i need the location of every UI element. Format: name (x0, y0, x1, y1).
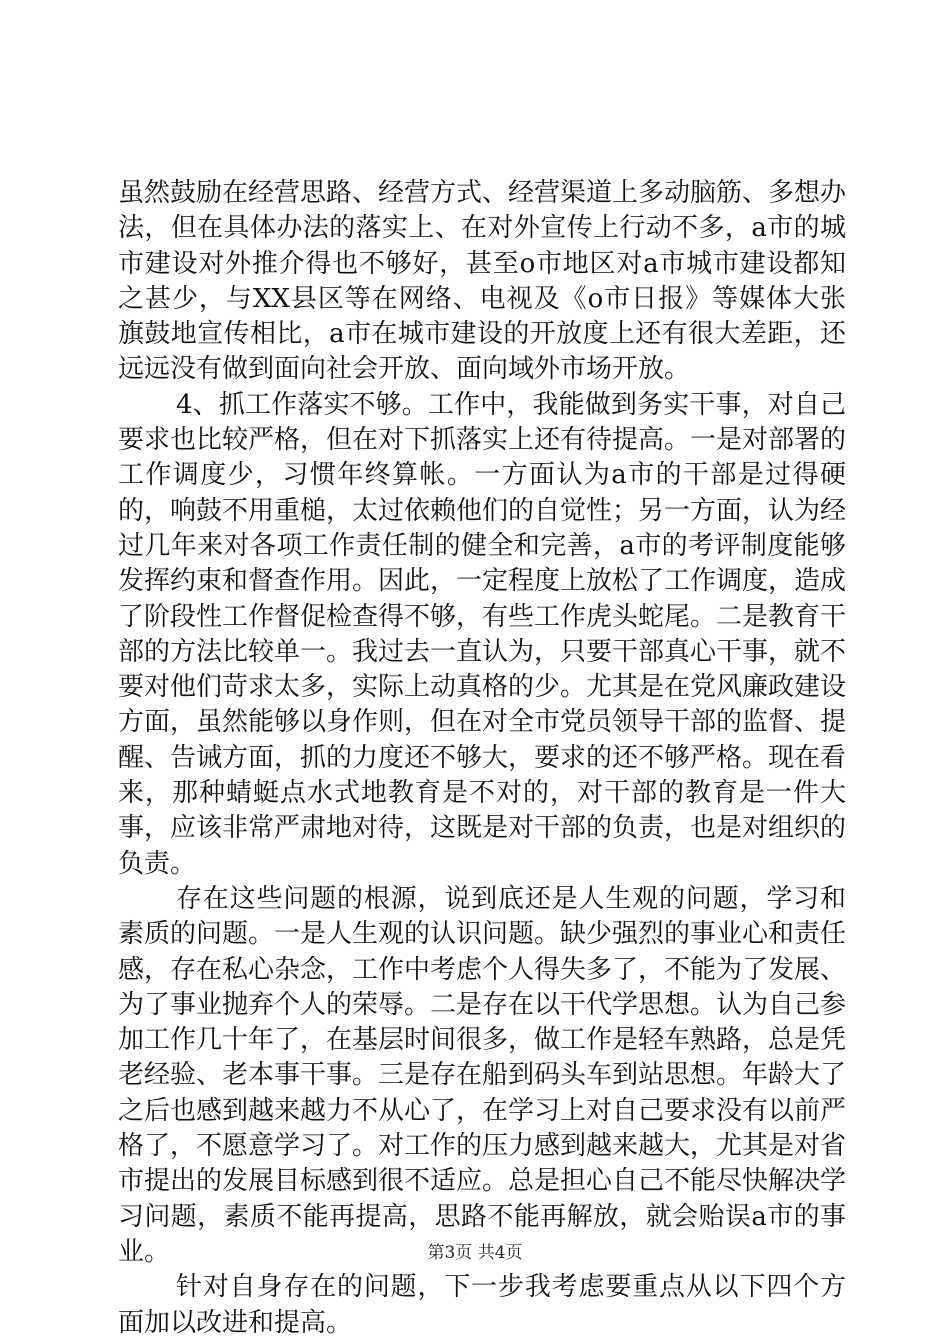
page-footer: 第3页 共4页 (427, 1243, 523, 1263)
document-body (118, 176, 846, 1341)
paragraph-1: 虽然鼓励在经营思路、经营方式、经营渠道上多动脑筋、多想办法，但在具体办法的落实上、在对外宣传上行动不多，a市的城市建设对外推介得也不够好，甚至o市地区对a市城市建设都知之甚少，与XX县区等在网络、电视及《o市日报》等媒体大张旗鼓地宣传相比，a市在城市建设的开放度上还有很大差距，还远远没有做到面向社会开放、面向域外市场开放。 (118, 178, 847, 385)
paragraph-3: 存在这些问题的根源，说到底还是人生观的问题，学习和素质的问题。一是人生观的认识问题。缺少强烈的事业心和责任感，存在私心杂念，工作中考虑个人得失多了，不能为了发展、为了事业抛弃个人的荣辱。二是存在以干代学思想。认为自己参加工作几十年了，在基层时间很多，做工作是轻车熟路，总是凭老经验、老本事干事。三是存在船到码头车到站思想。年龄大了之后也感到越来越力不从心了，在学习上对自己要求没有以前严格了，不愿意学习了。对工作的压力感到越来越大，尤其是对省市提出的发展目标感到很不适应。总是担心自己不能尽快解决学习问题，素质不能再提高，思路不能再解放，就会贻误a市的事业。 (118, 883, 847, 1267)
paragraph-4: 针对自身存在的问题，下一步我考虑要重点从以下四个方面加以改进和提高。 (118, 1272, 846, 1338)
paragraph-2: 4、抓工作落实不够。工作中，我能做到务实干事，对自己要求也比较严格，但在对下抓落实上还有待提高。一是对部署的工作调度少，习惯年终算帐。一方面认为a市的干部是过得硬的，响鼓不用重槌，太过依赖他们的自觉性；另一方面，认为经过几年来对各项工作责任制的健全和完善，a市的考评制度能够发挥约束和督查作用。因此，一定程度上放松了工作调度，造成了阶段性工作督促检查得不够，有些工作虎头蛇尾。二是教育干部的方法比较单一。我过去一直认为，只要干部真心干事，就不要对他们苛求太多，实际上动真格的少。尤其是在党风廉政建设方面，虽然能够以身作则，但在对全市党员领导干部的监督、提醒、告诫方面，抓的力度还不够大，要求的还不够严格。现在看来，那种蜻蜓点水式地教育是不对的，对干部的教育是一件大事，应该非常严肃地对待，这既是对干部的负责，也是对组织的负责。 (118, 389, 847, 879)
